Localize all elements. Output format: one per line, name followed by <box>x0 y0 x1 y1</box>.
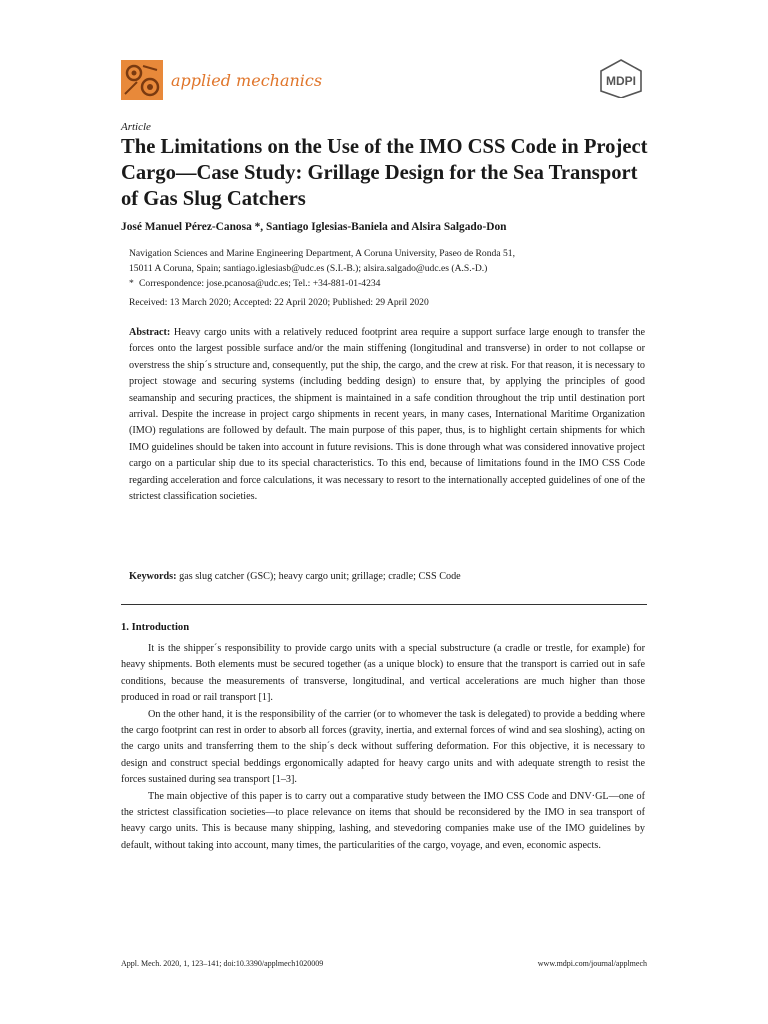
affiliation-line-2: 15011 A Coruna, Spain; santiago.iglesiasb@udc.es (S.I.-B.); alsira.salgado@udc.es (A.S.-D.) <box>129 263 488 274</box>
publication-dates: Received: 13 March 2020; Accepted: 22 April 2020; Published: 29 April 2020 <box>129 297 429 308</box>
correspondence <box>129 276 649 291</box>
section-heading-introduction: 1. Introduction <box>121 622 190 633</box>
introduction-body <box>121 641 645 854</box>
abstract-text: Heavy cargo units with a relatively reduced footprint area require a support surface large enough to transfer the forces onto the largest possible surface and/or the main stiffening (longitudinal and transverse) in order to not collapse or overstress the ship´s structure and, consequently, put the ship, the cargo, and the crew at risk. For that reason, it is necessary to project stowage and securing systems (including bedding design) to ensure that, by applying the principles of good seamanship and securing practices, the shipment is maintained in a safe condition throughout the trip until destination port arrival. Despite the increase in project cargo shipments in recent years, in many cases, International Maritime Organization (IMO) regulations are followed by default. The main purpose of this paper, thus, is to highlight certain shipments for which IMO guidelines should be taken into account in future revisions. This is done through what was considered innovative project cargo on a particular ship due to its special characteristics. To this end, because of limitations found in the IMO CSS Code regarding acceleration and force calculations, it was necessary to resort to the internationally accepted guidelines of one of the strictest classification societies. <box>129 327 645 503</box>
applied-mechanics-logo-icon <box>121 60 163 100</box>
correspondence-mark: * <box>129 278 134 289</box>
keywords-text: gas slug catcher (GSC); heavy cargo unit; grillage; cradle; CSS Code <box>179 571 461 582</box>
section-divider <box>121 604 647 605</box>
keywords-label: Keywords: <box>129 571 177 582</box>
correspondence-text: Correspondence: jose.pcanosa@udc.es; Tel.: +34-881-01-4234 <box>139 278 381 289</box>
mdpi-logo-icon <box>595 58 647 98</box>
article-authors: José Manuel Pérez-Canosa *, Santiago Iglesias-Baniela and Alsira Salgado-Don <box>121 221 507 233</box>
article-type: Article <box>121 121 151 133</box>
abstract <box>129 325 645 505</box>
journal-header <box>121 58 647 102</box>
footer-url: www.mdpi.com/journal/applmech <box>537 959 647 968</box>
affiliation <box>129 246 649 276</box>
affiliation-line-1: Navigation Sciences and Marine Engineering Department, A Coruna University, Paseo de Ronda 51, <box>129 248 515 259</box>
journal-name: applied mechanics <box>171 71 323 90</box>
paragraph: On the other hand, it is the responsibility of the carrier (or to whomever the task is delegated) to provide a bedding where the cargo footprint can rest in order to absorb all forces (gravity, inertia, and external forces of wind and sea sloshing), acting on the cargo units and transferring them to the ship´s deck without suffering deformation. For this objective, it is necessary to design and construct special beddings ergonomically adapted for heavy cargo units and with adequate strength to resist the forces sustained during sea transport [1–3]. <box>121 708 645 786</box>
abstract-label: Abstract: <box>129 327 171 338</box>
publisher-logo-text: MDPI <box>606 74 636 88</box>
paragraph: The main objective of this paper is to carry out a comparative study between the IMO CSS Code and DNV·GL—one of the strictest classification societies—to place relevance on items that should be reconsidered by the IMO in sea transport of heavy cargo units. This is because many shipping, lashing, and stevedoring companies make use of the IMO guidelines by default, without taking into account, many times, the particularities of the cargo, voyage, and even, economic aspects. <box>121 790 645 851</box>
article-title: The Limitations on the Use of the IMO CSS Code in Project Cargo—Case Study: Grillage Design for the Sea Transport of Gas Slug Catchers <box>121 136 648 210</box>
footer-citation: Appl. Mech. 2020, 1, 123–141; doi:10.3390/applmech1020009 <box>121 959 324 968</box>
keywords <box>129 571 645 582</box>
paragraph: It is the shipper´s responsibility to provide cargo units with a special substructure (a cradle or trestle, for example) for heavy shipments. Both elements must be secured together (as a unique block) to ensure that the transport is carried out in safe conditions, because the measurements of transverse, longitudinal, and vertical accelerations are much higher than those produced in road or rail transport [1]. <box>121 643 645 704</box>
